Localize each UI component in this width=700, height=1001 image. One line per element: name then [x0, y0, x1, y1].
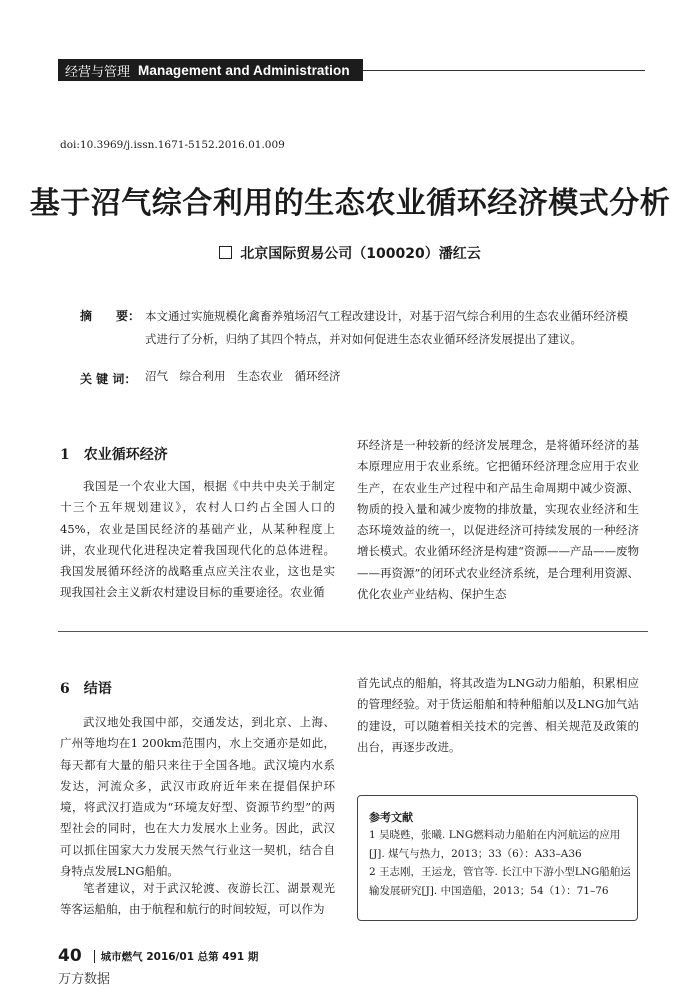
- page-number: 40: [58, 946, 82, 966]
- banner-rule: [363, 70, 645, 71]
- section-divider: [58, 631, 648, 632]
- references-list: [369, 826, 631, 900]
- section-label-cn: 经营与管理: [65, 64, 131, 80]
- keywords-text: 沼气 综合利用 生态农业 循环经济: [145, 369, 341, 383]
- section-1-left-paragraph: 我国是一个农业大国，根据《中共中央关于制定十三个五年规划建议》，农村人口约占全国人口的45%，农业是国民经济的基础产业，从某种程度上讲，农业现代化进程决定着我国现代化的总体进程。我国发展循环经济的战略重点应关注农业，这也是实现我国社会主义新农村建设目标的重要途径。农业循: [60, 479, 335, 600]
- reference-item: 2 王志刚，王运龙，管官等. 长江中下游小型LNG船舶运输发展研究[J]. 中国造船，2013；54（1）：71–76: [369, 866, 631, 897]
- abstract-text: 本文通过实施规模化禽畜养殖场沼气工程改建设计，对基于沼气综合利用的生态农业循环经济模式进行了分析，归纳了其四个特点，并对如何促进生态农业循环经济发展提出了建议。: [145, 309, 628, 346]
- section-6-left-paragraph-1: 武汉地处我国中部，交通发达，到北京、上海、广州等地均在1 200km范围内，水上交通亦是如此，每天都有大量的船只来往于全国各地。武汉境内水系发达，河流众多，武汉市政府近年来在提倡保护环境，将武汉打造成为“环境友好型、资源节约型”的两型社会的同时，也在大力发展水上业务。因此，武汉可以抓住国家大力发展天然气行业这一契机，结合自身特点发展LNG船舶。: [60, 715, 335, 879]
- section-banner: [58, 59, 363, 81]
- author-line: [0, 243, 700, 263]
- watermark: 万方数据: [58, 972, 111, 987]
- reference-item: 1 吴晓甦，张曦. LNG燃料动力船舶在内河航运的应用[J]. 煤气与热力，2013；33（6）：A33–A36: [369, 829, 621, 860]
- journal-info: 城市燃气 2016/01 总第 491 期: [100, 950, 259, 963]
- section-label-en: Management and Administration: [138, 62, 350, 78]
- section-1-right-paragraph: 环经济是一种较新的经济发展理念，是将循环经济的基本原理应用于农业系统。它把循环经济理念应用于农业生产，在农业生产过程中和产品生命周期中减少资源、物质的投入量和减少废物的排放量，实现农业经济和生态环境效益的统一，以促进经济可持续发展的一种经济增长模式。农业循环经济是构建“资源——产品——废物——再资源”的闭环式农业经济系统，是合理利用资源、优化农业产业结构、保护生态: [357, 438, 639, 602]
- footer-separator: [94, 950, 95, 963]
- square-bullet-icon: [219, 246, 232, 259]
- section-1-heading: 1 农业循环经济: [60, 447, 168, 463]
- section-6-heading: 6 结语: [60, 681, 112, 697]
- author-text: 北京国际贸易公司（100020）潘红云: [240, 246, 481, 262]
- article-title: 基于沼气综合利用的生态农业循环经济模式分析: [29, 186, 671, 221]
- page-footer: [58, 946, 258, 966]
- doi[interactable]: doi:10.3969/j.issn.1671-5152.2016.01.009: [60, 139, 285, 151]
- references-title: 参考文献: [369, 811, 413, 824]
- section-6-left-paragraph-2: 笔者建议，对于武汉轮渡、夜游长江、湖景观光等客运船舶，由于航程和航行的时间较短，可以作为: [60, 881, 335, 917]
- section-6-right-paragraph: 首先试点的船舶，将其改造为LNG动力船舶，积累相应的管理经验。对于货运船舶和特种船舶以及LNG加气站的建设，可以随着相关技术的完善、相关规范及政策的出台，再逐步改进。: [357, 676, 639, 754]
- abstract-label: 摘 要：: [80, 309, 141, 323]
- keywords-label: 关 键 词：: [80, 372, 137, 386]
